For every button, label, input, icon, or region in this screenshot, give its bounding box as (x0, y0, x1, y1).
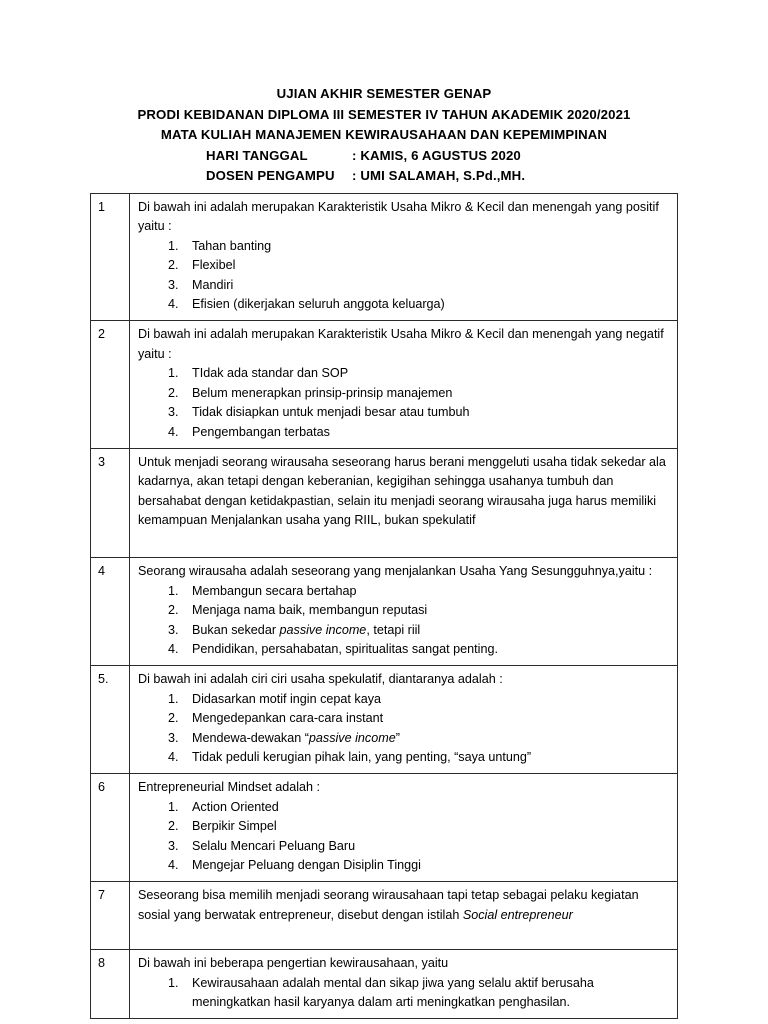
question-number: 4 (91, 558, 130, 666)
answer-option: Bukan sekedar passive income, tetapi riil (192, 622, 421, 637)
table-row (91, 193, 678, 321)
question-body (130, 881, 678, 949)
answer-option: Pendidikan, persahabatan, spiritualitas sangat penting. (192, 642, 498, 657)
question-body (130, 665, 678, 773)
question-lead-text: Seseorang bisa memilih menjadi seorang wirausahaan tapi tetap sebagai pelaku kegiatan sosial yang berwatak entrepreneur, disebut dengan istilah Social entrepreneur (138, 887, 639, 922)
table-row (91, 321, 678, 449)
emphasised-term: passive income (279, 622, 367, 637)
header-fields (174, 146, 594, 187)
header-field-row-lecturer (174, 166, 594, 187)
header-line-program: PRODI KEBIDANAN DIPLOMA III SEMESTER IV TAHUN AKADEMIK 2020/2021 (137, 106, 631, 122)
answer-option: TIdak ada standar dan SOP (192, 366, 349, 381)
answer-option: Action Oriented (192, 799, 279, 814)
question-body (130, 558, 678, 666)
document-header (0, 0, 768, 187)
question-lead-text: Untuk menjadi seorang wirausaha seseorang harus berani menggeluti usaha tidak sekedar ala kadarnya, akan tetapi dengan keberanian, kegigihan sehingga usahanya tumbuh dan bersahabat dengan ketidakpastian, selain itu menjadi seorang wirausaha juga harus memiliki kemampuan Menjalankan usaha yang RIIL, bukan spekulatif (138, 454, 666, 528)
question-number: 8 (91, 950, 130, 1019)
table-row (91, 881, 678, 949)
question-lead-text: Di bawah ini beberapa pengertian kewirausahaan, yaitu (138, 956, 449, 971)
answer-option: Berpikir Simpel (192, 819, 277, 834)
answer-option: Mengedepankan cara-cara instant (192, 711, 384, 726)
question-number: 2 (91, 321, 130, 449)
question-number: 7 (91, 881, 130, 949)
question-body (130, 448, 678, 557)
answer-option: Mandiri (192, 277, 234, 292)
answer-option: Kewirausahaan adalah mental dan sikap jiwa yang selalu aktif berusaha meningkatkan hasil karyanya dalam arti meningkatkan penghasilan. (192, 975, 594, 1010)
answer-option: Flexibel (192, 258, 236, 273)
answer-option: Tidak disiapkan untuk menjadi besar atau tumbuh (192, 405, 470, 420)
question-body (130, 321, 678, 449)
header-field-value-date: : KAMIS, 6 AGUSTUS 2020 (352, 147, 521, 163)
question-number: 5. (91, 665, 130, 773)
emphasised-term: Social entrepreneur (462, 907, 573, 922)
question-lead-text: Entrepreneurial Mindset adalah : (138, 779, 321, 794)
answer-option: Selalu Mencari Peluang Baru (192, 838, 356, 853)
header-line-course: MATA KULIAH MANAJEMEN KEWIRAUSAHAAN DAN KEPEMIMPINAN (160, 127, 608, 142)
question-lead-text: Di bawah ini adalah ciri ciri usaha spekulatif, diantaranya adalah : (138, 671, 503, 686)
answer-option: Membangun secara bertahap (192, 583, 357, 598)
header-field-label-date: HARI TANGGAL (206, 147, 308, 163)
cell-bottom-spacer (138, 531, 671, 552)
header-field-row-date (174, 146, 594, 167)
table-row (91, 665, 678, 773)
question-number: 3 (91, 448, 130, 557)
question-body (130, 950, 678, 1019)
question-lead-text: Seorang wirausaha adalah seseorang yang menjalankan Usaha Yang Sesungguhnya,yaitu : (138, 564, 653, 578)
answer-option-list (138, 798, 671, 876)
answer-option: Mendewa-dewakan “passive income” (192, 730, 400, 745)
answer-option-list (138, 364, 671, 442)
answer-option: Tidak peduli kerugian pihak lain, yang penting, “saya untung” (192, 750, 532, 765)
answer-option: Mengejar Peluang dengan Disiplin Tinggi (192, 858, 421, 873)
answer-option-list (138, 974, 671, 1013)
answer-option-list (138, 582, 671, 660)
questions-table (90, 193, 678, 1019)
questions-table-body (91, 193, 678, 1018)
answer-option: Tahan banting (192, 238, 272, 253)
answer-option: Menjaga nama baik, membangun reputasi (192, 603, 428, 618)
table-row (91, 773, 678, 881)
answer-option: Belum menerapkan prinsip-prinsip manajemen (192, 385, 453, 400)
header-field-label-lecturer: DOSEN PENGAMPU (206, 168, 335, 183)
answer-option: Pengembangan terbatas (192, 425, 330, 440)
table-row (91, 558, 678, 666)
question-body (130, 193, 678, 321)
table-row (91, 448, 678, 557)
answer-option: Didasarkan motif ingin cepat kaya (192, 691, 382, 706)
question-lead-text: Di bawah ini adalah merupakan Karakteristik Usaha Mikro & Kecil dan menengah yang negatif yaitu : (138, 327, 664, 361)
question-number: 1 (91, 193, 130, 321)
answer-option-list (138, 690, 671, 768)
cell-bottom-spacer (138, 925, 671, 944)
question-body (130, 773, 678, 881)
table-row (91, 950, 678, 1019)
header-field-value-lecturer: : UMI SALAMAH, S.Pd.,MH. (352, 168, 526, 183)
header-line-exam-title: UJIAN AKHIR SEMESTER GENAP (276, 86, 492, 101)
answer-option-list (138, 237, 671, 315)
question-lead-text: Di bawah ini adalah merupakan Karakteristik Usaha Mikro & Kecil dan menengah yang positif yaitu : (138, 199, 659, 234)
answer-option: Efisien (dikerjakan seluruh anggota keluarga) (192, 297, 445, 312)
emphasised-term: passive income (308, 730, 396, 745)
question-number: 6 (91, 773, 130, 881)
